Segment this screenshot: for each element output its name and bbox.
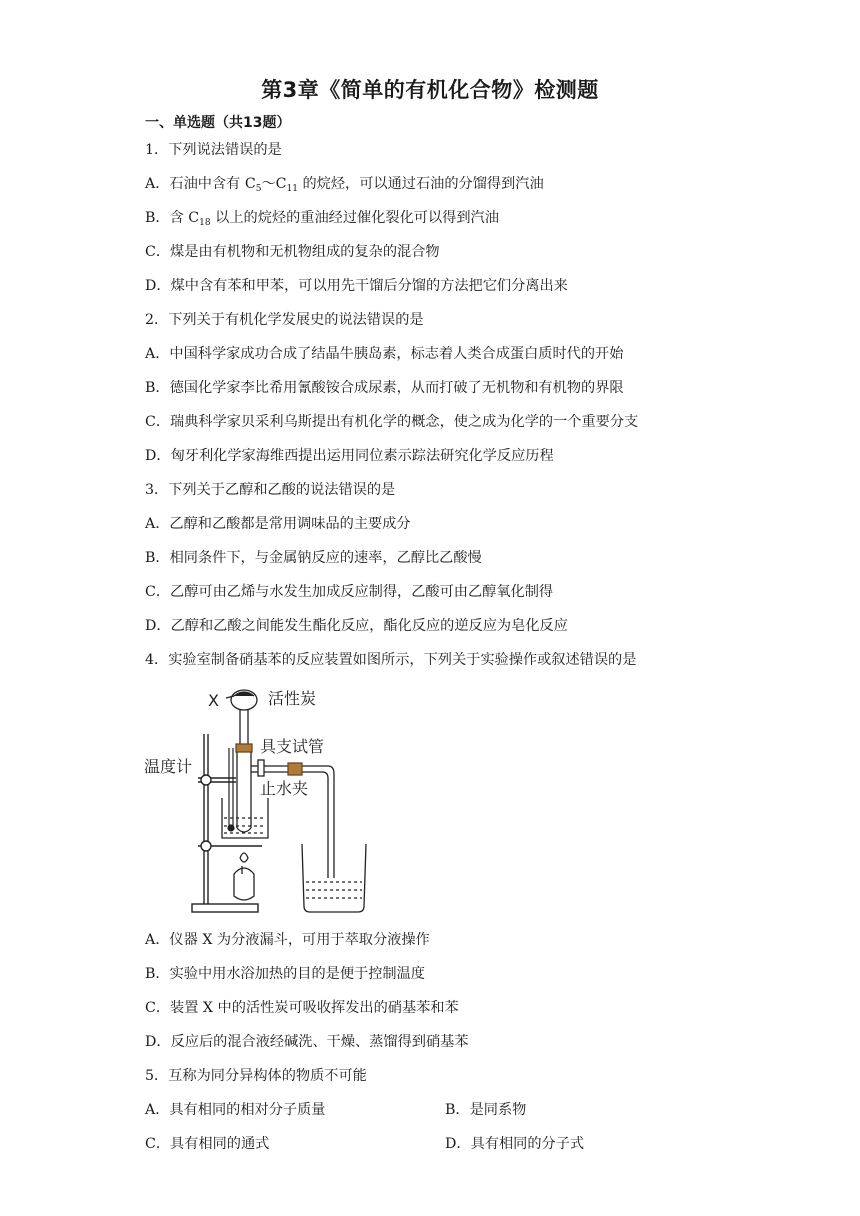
label-side-arm-tube: 具支试管 <box>260 737 325 756</box>
q3-option-d: D．乙醇和乙酸之间能发生酯化反应，酯化反应的逆反应为皂化反应 <box>145 618 568 634</box>
q3-option-b: B．相同条件下，与金属钠反应的速率，乙醇比乙酸慢 <box>145 550 482 566</box>
q2-option-a: A．中国科学家成功合成了结晶牛胰岛素，标志着人类合成蛋白质时代的开始 <box>145 346 624 362</box>
q3-option-a: A．乙醇和乙酸都是常用调味品的主要成分 <box>145 516 411 532</box>
q2-option-b: B．德国化学家李比希用氰酸铵合成尿素，从而打破了无机物和有机物的界限 <box>145 380 624 396</box>
label-thermometer: 温度计 <box>144 757 193 776</box>
q5-option-a: A．具有相同的相对分子质量 <box>145 1102 326 1118</box>
q5-option-b: B．是同系物 <box>445 1102 527 1118</box>
label-activated-carbon: 活性炭 <box>268 689 317 708</box>
q1-option-b: B．含 $C_{18}$ 以上的烷烃的重油经过催化裂化可以得到汽油 <box>145 210 499 228</box>
q1-option-a: A．石油中含有 $C_5\sim C_{11}$ 的烷烃，可以通过石油的分馏得到汽油 <box>145 176 544 194</box>
q3-stem: 3．下列关于乙醇和乙酸的说法错误的是 <box>145 482 396 498</box>
q1-option-c: C．煤是由有机物和无机物组成的复杂的混合物 <box>145 244 440 260</box>
q1-option-d: D．煤中含有苯和甲苯，可以用先干馏后分馏的方法把它们分离出来 <box>145 278 568 294</box>
apparatus-figure <box>142 678 542 918</box>
burner-icon <box>234 853 254 900</box>
page-title: 第3章《简单的有机化合物》检测题 <box>261 78 599 102</box>
q4-option-b: B．实验中用水浴加热的目的是便于控制温度 <box>145 966 425 982</box>
q5-stem: 5．互称为同分异构体的物质不可能 <box>145 1068 367 1084</box>
label-x: X <box>208 691 219 710</box>
q4-option-d: D．反应后的混合液经碱洗、干燥、蒸馏得到硝基苯 <box>145 1034 469 1050</box>
q1-stem: 1．下列说法错误的是 <box>145 142 282 158</box>
q2-option-c: C．瑞典科学家贝采利乌斯提出有机化学的概念，使之成为化学的一个重要分支 <box>145 414 639 430</box>
funnel-x-icon <box>226 690 257 744</box>
q4-stem: 4．实验室制备硝基苯的反应装置如图所示，下列关于实验操作或叙述错误的是 <box>145 652 637 668</box>
q4-option-c: C．装置 X 中的活性炭可吸收挥发出的硝基苯和苯 <box>145 1000 459 1016</box>
q2-option-d: D．匈牙利化学家海维西提出运用同位素示踪法研究化学反应历程 <box>145 448 554 464</box>
q5-option-c: C．具有相同的通式 <box>145 1136 270 1152</box>
q2-stem: 2．下列关于有机化学发展史的说法错误的是 <box>145 312 424 328</box>
q4-option-a: A．仪器 X 为分液漏斗，可用于萃取分液操作 <box>145 932 430 948</box>
q3-option-c: C．乙醇可由乙烯与水发生加成反应制得，乙酸可由乙醇氧化制得 <box>145 584 554 600</box>
section-heading: 一、单选题（共13题） <box>145 115 291 131</box>
q5-option-d: D．具有相同的分子式 <box>445 1136 585 1152</box>
label-water-clamp: 止水夹 <box>260 779 309 798</box>
